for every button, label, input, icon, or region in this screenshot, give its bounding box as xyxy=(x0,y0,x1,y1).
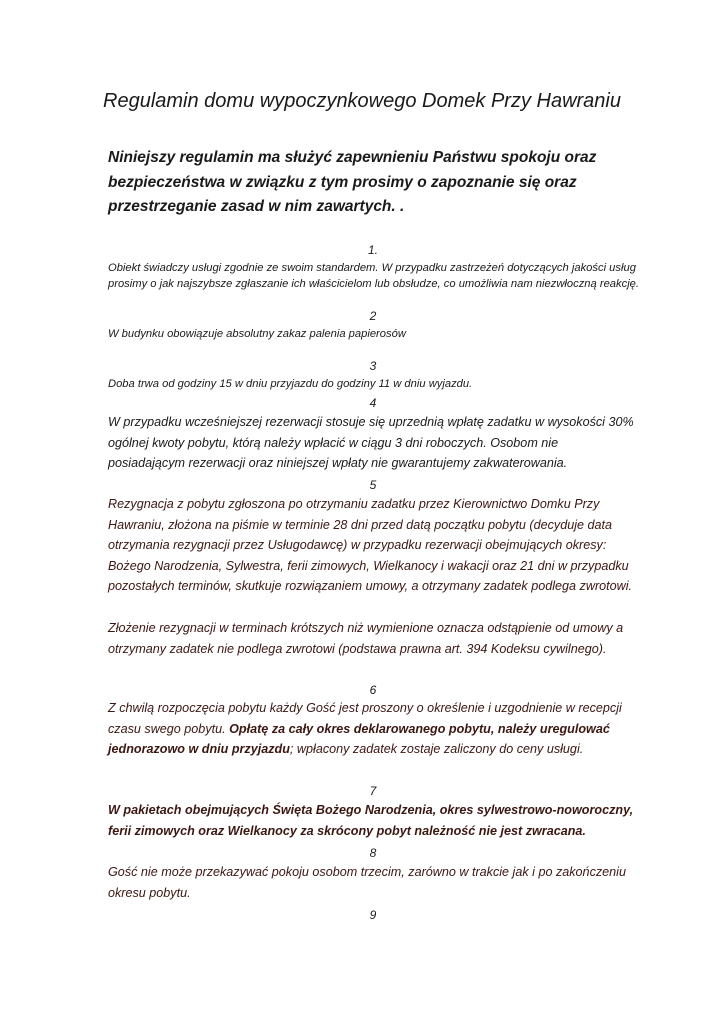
section-number: 5 xyxy=(369,478,377,492)
section-text-continued: Złożenie rezygnacji w terminach krótszych niż wymienione oznacza odstąpienie od umowy a otrzymany zadatek nie podlega zwrotowi (podstawa prawna art. 394 Kodeksu cywilnego). xyxy=(108,621,624,656)
section-text: Gość nie może przekazywać pokoju osobom trzecim, zarówno w trakcie jak i po zakończeniu okresu pobytu. xyxy=(108,865,626,900)
section-number: 6 xyxy=(369,683,377,697)
document-title: Regulamin domu wypoczynkowego Domek Przy Hawraniu xyxy=(103,90,621,112)
section-number: 1. xyxy=(367,243,378,257)
section-text: W budynku obowiązuje absolutny zakaz palenia papierosów xyxy=(108,328,406,340)
section-text: W przypadku wcześniejszej rezerwacji stosuje się uprzednią wpłatę zadatku w wysokości 30% ogólnej kwoty pobytu, którą należy wpłacić w ciągu 3 dni roboczych. Osobom nie posiadającym rezerwacji oraz niniejszej wpłaty nie gwarantujemy zakwaterowania. xyxy=(108,415,634,471)
section-bold-text: W pakietach obejmujących Święta Bożego Narodzenia, okres sylwestrowo-noworoczny, ferii zimowych oraz Wielkanocy za skrócony pobyt należność nie jest zwracana. xyxy=(108,803,634,838)
section-text: Obiekt świadczy usługi zgodnie ze swoim standardem. W przypadku zastrzeżeń dotyczących jakości usług prosimy o jak najszybsze zgłaszanie ich właścicielom lub obsłudze, co umożliwia nam niezwłoczną reakcję. xyxy=(108,262,640,290)
section-text-part: ; wpłacony zadatek zostaje zaliczony do ceny usługi. xyxy=(289,742,584,757)
section-number: 7 xyxy=(369,784,377,798)
intro-paragraph: Niniejszy regulamin ma służyć zapewnieniu Państwu spokoju oraz bezpieczeństwa w związku z tym prosimy o zapoznanie się oraz przestrzeganie zasad w nim zawartych. . xyxy=(108,149,597,215)
section-number: 8 xyxy=(369,846,377,860)
section-number: 9 xyxy=(369,908,377,922)
section-text xyxy=(108,698,638,760)
section-number: 4 xyxy=(369,396,377,410)
section-number: 3 xyxy=(369,359,377,373)
section-text-bold xyxy=(108,800,638,841)
section-text-part: Z chwilą rozpoczęcia pobytu każdy Gość jest proszony o określenie i uzgodnienie w recepcji czasu swego pobytu. xyxy=(108,701,622,736)
section-text: Rezygnacja z pobytu zgłoszona po otrzymaniu zadatku przez Kierownictwo Domku Przy Hawraniu, złożona na piśmie w terminie 28 dni przed datą początku pobytu (decyduje data otrzymania rezygnacji przez Usługodawcę) w przypadku rezerwacji obejmujących okresy: Bożego Narodzenia, Sylwestra, ferii zimowych, Wielkanocy i wakacji oraz 21 dni w przypadku pozostałych terminów, skutkuje rozwiązaniem umowy, a otrzymany zadatek podlega zwrotowi. xyxy=(108,497,633,594)
section-text-bold: Opłatę za cały okres deklarowanego pobytu, należy uregulować jednorazowo w dniu przyjazdu xyxy=(108,721,610,757)
section-text: Doba trwa od godziny 15 w dniu przyjazdu do godziny 11 w dniu wyjazdu. xyxy=(108,378,473,390)
section-number: 2 xyxy=(369,309,377,323)
